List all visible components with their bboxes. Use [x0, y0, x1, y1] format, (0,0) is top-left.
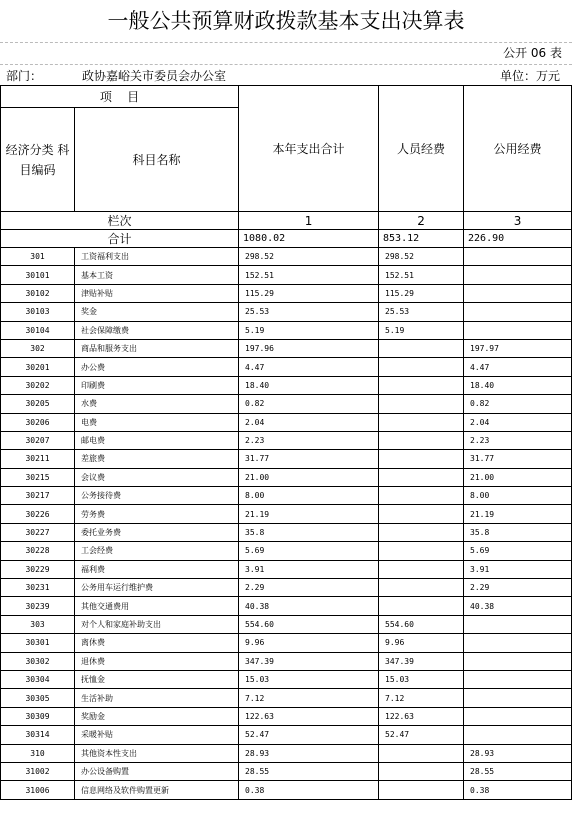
cell-public: 40.38: [464, 597, 572, 615]
cell-personnel: 52.47: [379, 726, 464, 744]
table-row: [1, 762, 572, 780]
header-xiangmu: 项 目: [1, 86, 239, 108]
cell-total: 5.19: [239, 321, 379, 339]
table-row: [1, 670, 572, 688]
cell-public: 31.77: [464, 450, 572, 468]
cell-name: 奖励金: [75, 707, 239, 725]
cell-total: 115.29: [239, 284, 379, 302]
cell-total: 28.55: [239, 762, 379, 780]
lanci-2: 2: [379, 212, 464, 230]
cell-total: 0.38: [239, 781, 379, 799]
cell-total: 7.12: [239, 689, 379, 707]
cell-name: 奖金: [75, 303, 239, 321]
cell-public: 28.55: [464, 762, 572, 780]
cell-personnel: [379, 762, 464, 780]
cell-personnel: [379, 450, 464, 468]
cell-public: [464, 615, 572, 633]
cell-total: 5.69: [239, 542, 379, 560]
cell-total: 35.8: [239, 523, 379, 541]
cell-code: 30229: [1, 560, 75, 578]
cell-total: 0.82: [239, 395, 379, 413]
report-title: 一般公共预算财政拨款基本支出决算表: [107, 9, 465, 33]
cell-total: 40.38: [239, 597, 379, 615]
table-row: [1, 321, 572, 339]
cell-personnel: [379, 523, 464, 541]
cell-total: 8.00: [239, 487, 379, 505]
table-row: [1, 487, 572, 505]
cell-name: 水费: [75, 395, 239, 413]
total-public: 226.90: [464, 230, 572, 248]
cell-public: 2.23: [464, 431, 572, 449]
cell-public: [464, 634, 572, 652]
cell-total: 2.23: [239, 431, 379, 449]
table-row: [1, 248, 572, 266]
cell-public: 18.40: [464, 376, 572, 394]
cell-total: 122.63: [239, 707, 379, 725]
cell-public: [464, 303, 572, 321]
cell-code: 30226: [1, 505, 75, 523]
table-row: [1, 376, 572, 394]
table-row: [1, 781, 572, 799]
cell-total: 4.47: [239, 358, 379, 376]
cell-total: 554.60: [239, 615, 379, 633]
cell-personnel: [379, 505, 464, 523]
cell-personnel: [379, 597, 464, 615]
cell-code: 30211: [1, 450, 75, 468]
cell-total: 2.29: [239, 579, 379, 597]
cell-public: 21.19: [464, 505, 572, 523]
cell-name: 其他资本性支出: [75, 744, 239, 762]
cell-code: 30101: [1, 266, 75, 284]
cell-name: 办公设备购置: [75, 762, 239, 780]
table-row: [1, 579, 572, 597]
cell-total: 152.51: [239, 266, 379, 284]
cell-code: 30207: [1, 431, 75, 449]
cell-personnel: [379, 579, 464, 597]
cell-personnel: 15.03: [379, 670, 464, 688]
table-row: [1, 634, 572, 652]
cell-name: 对个人和家庭补助支出: [75, 615, 239, 633]
cell-personnel: 115.29: [379, 284, 464, 302]
table-row: [1, 505, 572, 523]
cell-code: 30309: [1, 707, 75, 725]
cell-personnel: [379, 468, 464, 486]
total-personnel: 853.12: [379, 230, 464, 248]
lanci-label: 栏次: [1, 212, 239, 230]
cell-personnel: 347.39: [379, 652, 464, 670]
table-row: [1, 284, 572, 302]
cell-public: 4.47: [464, 358, 572, 376]
cell-public: [464, 670, 572, 688]
cell-name: 商品和服务支出: [75, 339, 239, 357]
cell-name: 办公费: [75, 358, 239, 376]
table-row: [1, 431, 572, 449]
cell-name: 印刷费: [75, 376, 239, 394]
cell-code: 30201: [1, 358, 75, 376]
cell-personnel: [379, 413, 464, 431]
lanci-3: 3: [464, 212, 572, 230]
cell-code: 303: [1, 615, 75, 633]
cell-name: 社会保障缴费: [75, 321, 239, 339]
expenditure-table: [0, 85, 572, 800]
cell-public: 0.82: [464, 395, 572, 413]
cell-public: 2.04: [464, 413, 572, 431]
cell-name: 抚恤金: [75, 670, 239, 688]
header-name: 科目名称: [75, 108, 239, 212]
cell-code: 30205: [1, 395, 75, 413]
cell-public: [464, 284, 572, 302]
cell-public: [464, 248, 572, 266]
cell-personnel: 7.12: [379, 689, 464, 707]
table-number: 公开 06 表: [503, 46, 562, 60]
table-row: [1, 597, 572, 615]
cell-total: 52.47: [239, 726, 379, 744]
cell-total: 2.04: [239, 413, 379, 431]
header-code: 经济分类 科目编码: [1, 108, 75, 212]
cell-public: [464, 707, 572, 725]
cell-name: 工资福利支出: [75, 248, 239, 266]
cell-code: 30304: [1, 670, 75, 688]
cell-code: 30104: [1, 321, 75, 339]
cell-name: 会议费: [75, 468, 239, 486]
cell-total: 28.93: [239, 744, 379, 762]
cell-personnel: [379, 542, 464, 560]
cell-code: 30302: [1, 652, 75, 670]
header-row-project: [1, 86, 572, 108]
cell-total: 9.96: [239, 634, 379, 652]
cell-personnel: [379, 431, 464, 449]
table-row: [1, 744, 572, 762]
cell-personnel: 298.52: [379, 248, 464, 266]
cell-personnel: [379, 358, 464, 376]
cell-personnel: [379, 376, 464, 394]
cell-total: 31.77: [239, 450, 379, 468]
cell-name: 工会经费: [75, 542, 239, 560]
cell-code: 30305: [1, 689, 75, 707]
department-row: [0, 64, 572, 85]
cell-personnel: [379, 339, 464, 357]
cell-code: 30102: [1, 284, 75, 302]
cell-code: 30215: [1, 468, 75, 486]
cell-code: 30228: [1, 542, 75, 560]
cell-personnel: 122.63: [379, 707, 464, 725]
cell-public: [464, 726, 572, 744]
cell-code: 31002: [1, 762, 75, 780]
header-total: 本年支出合计: [239, 86, 379, 212]
table-row: [1, 542, 572, 560]
lanci-1: 1: [239, 212, 379, 230]
header-row-lanci: [1, 212, 572, 230]
cell-public: 5.69: [464, 542, 572, 560]
cell-personnel: [379, 560, 464, 578]
cell-name: 电费: [75, 413, 239, 431]
cell-name: 生活补助: [75, 689, 239, 707]
table-row: [1, 413, 572, 431]
cell-total: 197.96: [239, 339, 379, 357]
cell-public: [464, 689, 572, 707]
table-row: [1, 707, 572, 725]
cell-public: 197.97: [464, 339, 572, 357]
cell-name: 差旅费: [75, 450, 239, 468]
table-row: [1, 689, 572, 707]
cell-code: 30202: [1, 376, 75, 394]
cell-name: 委托业务费: [75, 523, 239, 541]
table-row: [1, 358, 572, 376]
table-row: [1, 468, 572, 486]
cell-public: 2.29: [464, 579, 572, 597]
top-divider: [0, 42, 572, 43]
cell-name: 其他交通费用: [75, 597, 239, 615]
cell-code: 30103: [1, 303, 75, 321]
cell-public: [464, 321, 572, 339]
department-label: 部门：: [6, 69, 43, 83]
cell-name: 采暖补贴: [75, 726, 239, 744]
cell-personnel: 554.60: [379, 615, 464, 633]
cell-total: 15.03: [239, 670, 379, 688]
cell-personnel: [379, 781, 464, 799]
header-personnel: 人员经费: [379, 86, 464, 212]
table-row: [1, 726, 572, 744]
department-value: 政协嘉峪关市委员会办公室: [82, 69, 227, 83]
cell-total: 21.00: [239, 468, 379, 486]
cell-code: 30217: [1, 487, 75, 505]
cell-name: 邮电费: [75, 431, 239, 449]
header-public: 公用经费: [464, 86, 572, 212]
cell-public: 0.38: [464, 781, 572, 799]
table-row: [1, 615, 572, 633]
total-amount: 1080.02: [239, 230, 379, 248]
cell-code: 302: [1, 339, 75, 357]
table-row: [1, 560, 572, 578]
table-row: [1, 523, 572, 541]
total-label: 合计: [1, 230, 239, 248]
cell-name: 离休费: [75, 634, 239, 652]
table-row: [1, 339, 572, 357]
cell-name: 公务用车运行维护费: [75, 579, 239, 597]
cell-personnel: 9.96: [379, 634, 464, 652]
cell-public: 35.8: [464, 523, 572, 541]
cell-name: 退休费: [75, 652, 239, 670]
cell-public: [464, 266, 572, 284]
cell-code: 310: [1, 744, 75, 762]
cell-public: 8.00: [464, 487, 572, 505]
cell-name: 公务接待费: [75, 487, 239, 505]
table-row: [1, 652, 572, 670]
cell-public: 21.00: [464, 468, 572, 486]
cell-personnel: 152.51: [379, 266, 464, 284]
cell-name: 基本工资: [75, 266, 239, 284]
cell-name: 劳务费: [75, 505, 239, 523]
cell-total: 3.91: [239, 560, 379, 578]
cell-total: 25.53: [239, 303, 379, 321]
cell-name: 福利费: [75, 560, 239, 578]
cell-code: 30231: [1, 579, 75, 597]
table-row: [1, 303, 572, 321]
cell-total: 347.39: [239, 652, 379, 670]
cell-personnel: [379, 487, 464, 505]
cell-personnel: [379, 744, 464, 762]
table-row: [1, 266, 572, 284]
cell-name: 津贴补贴: [75, 284, 239, 302]
table-row: [1, 450, 572, 468]
cell-code: 30206: [1, 413, 75, 431]
cell-personnel: 5.19: [379, 321, 464, 339]
total-row: [1, 230, 572, 248]
cell-code: 30227: [1, 523, 75, 541]
cell-code: 30239: [1, 597, 75, 615]
unit-label: 单位：万元: [499, 69, 560, 83]
cell-public: 3.91: [464, 560, 572, 578]
cell-public: 28.93: [464, 744, 572, 762]
cell-public: [464, 652, 572, 670]
cell-total: 21.19: [239, 505, 379, 523]
cell-code: 301: [1, 248, 75, 266]
cell-personnel: 25.53: [379, 303, 464, 321]
cell-personnel: [379, 395, 464, 413]
cell-total: 298.52: [239, 248, 379, 266]
cell-code: 30314: [1, 726, 75, 744]
cell-code: 31006: [1, 781, 75, 799]
cell-name: 信息网络及软件购置更新: [75, 781, 239, 799]
table-row: [1, 395, 572, 413]
cell-total: 18.40: [239, 376, 379, 394]
cell-code: 30301: [1, 634, 75, 652]
